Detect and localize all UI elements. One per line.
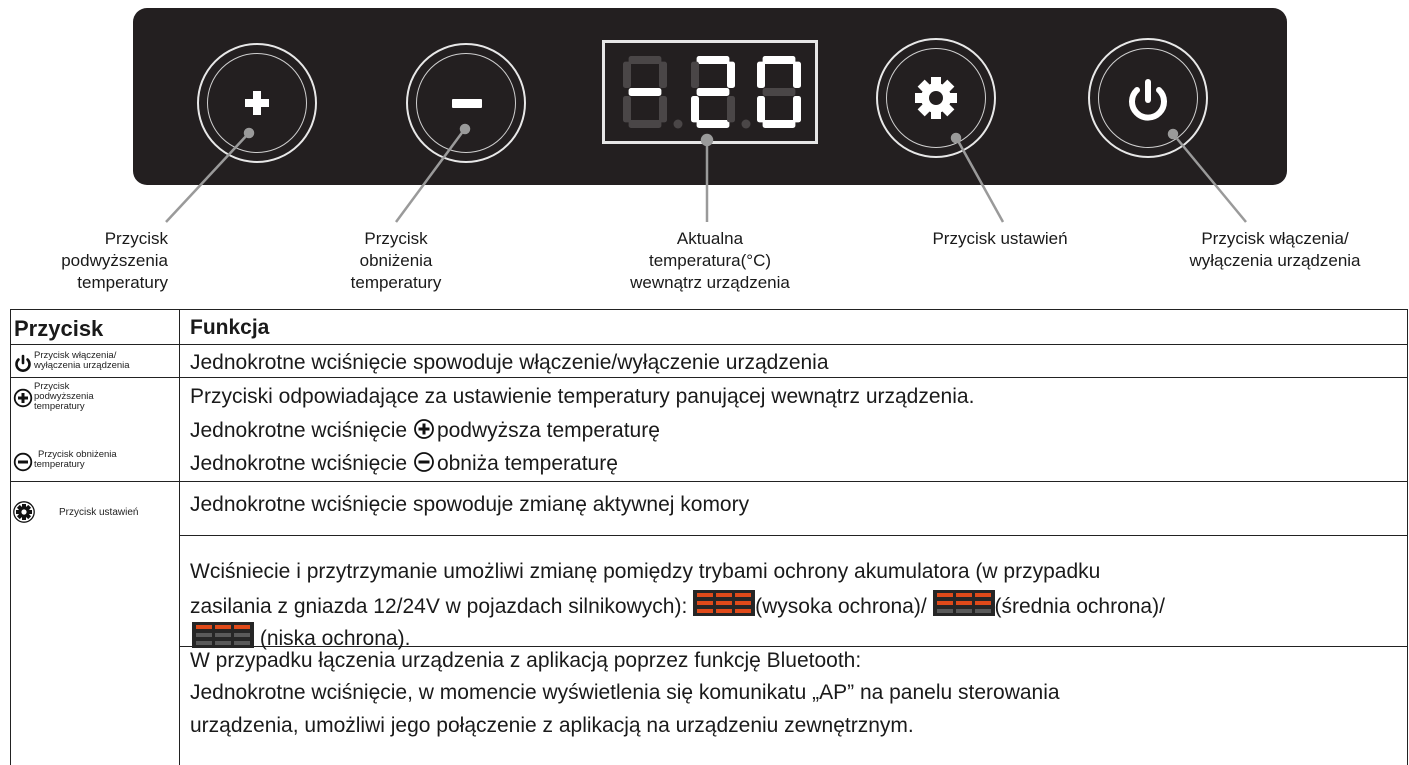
row-plus-label-line: Przycisk (34, 381, 70, 392)
mode-icon-bar (234, 641, 250, 645)
mode-icon-bar (234, 633, 250, 637)
row-temp-line3-a: Jednokrotne wciśnięcie (190, 452, 413, 475)
mode-icon-bar (735, 601, 751, 605)
row-power-label (34, 351, 130, 371)
mode-icon-bar (196, 641, 212, 645)
mode-icon-bar (716, 609, 732, 613)
row-settings-text3-line2: Jednokrotne wciśnięcie, w momencie wyświetlenia się komunikatu „AP” na panelu sterowania (190, 681, 1060, 704)
callout-minus-line: Przycisk (364, 229, 428, 248)
table-row-divider (179, 535, 1408, 536)
mode-icon-bar (956, 601, 972, 605)
callout-display (600, 228, 820, 294)
row-settings-text2-d: (niska ochrona). (254, 627, 411, 650)
table-row-divider (10, 481, 1408, 482)
mode-icon-bar (716, 593, 732, 597)
power-icon (14, 353, 32, 373)
callout-minus-line: obniżenia (359, 251, 433, 270)
row-settings-text2-b: (wysoka ochrona)/ (755, 595, 933, 618)
callout-plus-line: Przycisk (104, 229, 168, 248)
callout-display-line: wewnątrz urządzenia (630, 273, 790, 292)
mode-icon-bar (956, 593, 972, 597)
row-temp-line1: Przyciski odpowiadające za ustawienie temperatury panującej wewnątrz urządzenia. (190, 385, 975, 408)
row-power-label-line: Przycisk włączenia/ (34, 350, 117, 361)
callout-plus-line: podwyższenia (61, 251, 168, 270)
row-temp-line2-a: Jednokrotne wciśnięcie (190, 419, 413, 442)
mode-icon-bar (196, 625, 212, 629)
row-power-text: Jednokrotne wciśnięcie spowoduje włączenie/wyłączenie urządzenia (190, 351, 829, 374)
callout-plus (10, 228, 168, 294)
mode-icon-bar (697, 601, 713, 605)
table-column-divider (179, 309, 180, 765)
row-settings-text2-line2 (190, 590, 1165, 621)
mode-icon-bar (937, 601, 953, 605)
battery-high-protection-icon (693, 590, 755, 616)
row-power-label-line: wyłączenia urządzenia (34, 360, 130, 371)
row-minus-label (34, 450, 117, 470)
row-settings-label: Przycisk ustawień (59, 507, 139, 518)
callout-plus-line: temperatury (77, 273, 168, 292)
function-table (10, 309, 1408, 765)
row-minus-label-line: temperatury (34, 459, 85, 470)
row-plus-label-line: podwyższenia (34, 391, 94, 402)
mode-icon-bar (975, 601, 991, 605)
mode-icon-bar (937, 593, 953, 597)
mode-icon-bar (735, 609, 751, 613)
plus-circle-icon (413, 418, 437, 440)
table-border-left (10, 309, 11, 765)
callout-settings (905, 228, 1095, 250)
table-border-right (1407, 309, 1408, 765)
row-temp-line3 (190, 450, 618, 478)
row-settings-text2-line1: Wciśniecie i przytrzymanie umożliwi zmianę pomiędzy trybami ochrony akumulatora (w przypadku (190, 560, 1101, 583)
row-plus-label (34, 382, 94, 412)
row-plus-label-line: temperatury (34, 401, 85, 412)
mode-icon-bar (215, 641, 231, 645)
gear-icon (13, 501, 35, 523)
mode-icon-bar (975, 593, 991, 597)
table-border-top (10, 309, 1408, 310)
mode-icon-bar (937, 609, 953, 613)
row-settings-text3-line3: urządzenia, umożliwi jego połączenie z aplikacją na urządzeniu zewnętrznym. (190, 714, 914, 737)
mode-icon-bar (975, 609, 991, 613)
plus-circle-icon (13, 388, 33, 408)
mode-icon-bar (234, 625, 250, 629)
callout-power (1165, 228, 1385, 272)
callout-display-line: temperatura(°C) (648, 251, 772, 270)
mode-icon-bar (716, 601, 732, 605)
row-settings-text2-a: zasilania z gniazda 12/24V w pojazdach silnikowych): (190, 595, 694, 618)
minus-circle-icon (13, 452, 33, 472)
row-settings-text1: Jednokrotne wciśnięcie spowoduje zmianę aktywnej komory (190, 493, 750, 516)
row-settings-text3-line1: W przypadku łączenia urządzenia z aplikacją poprzez funkcję Bluetooth: (190, 649, 862, 672)
header-button: Przycisk (14, 316, 104, 341)
battery-medium-protection-icon (933, 590, 995, 616)
row-temp-line2-b: podwyższa temperaturę (436, 419, 660, 442)
row-minus-label-line: Przycisk obniżenia (38, 449, 117, 460)
row-settings-text2-c: (średnia ochrona)/ (994, 595, 1165, 618)
table-header-divider (10, 344, 1408, 345)
callout-display-line: Aktualna (676, 229, 744, 248)
callout-minus (316, 228, 476, 294)
battery-low-protection-icon (192, 622, 254, 648)
callout-minus-line: temperatury (350, 273, 442, 292)
mode-icon-bar (697, 609, 713, 613)
row-temp-line3-b: obniża temperaturę (436, 452, 618, 475)
callout-power-line: wyłączenia urządzenia (1189, 251, 1361, 270)
mode-icon-bar (196, 633, 212, 637)
mode-icon-bar (215, 625, 231, 629)
callout-power-line: Przycisk włączenia/ (1201, 229, 1349, 248)
table-row-divider (10, 377, 1408, 378)
row-temp-line2 (190, 417, 660, 445)
mode-icon-bar (735, 593, 751, 597)
mode-icon-bar (215, 633, 231, 637)
mode-icon-bar (956, 609, 972, 613)
minus-circle-icon (413, 451, 437, 473)
header-function: Funkcja (190, 316, 270, 339)
mode-icon-bar (697, 593, 713, 597)
callout-settings-line: Przycisk ustawień (932, 229, 1068, 248)
